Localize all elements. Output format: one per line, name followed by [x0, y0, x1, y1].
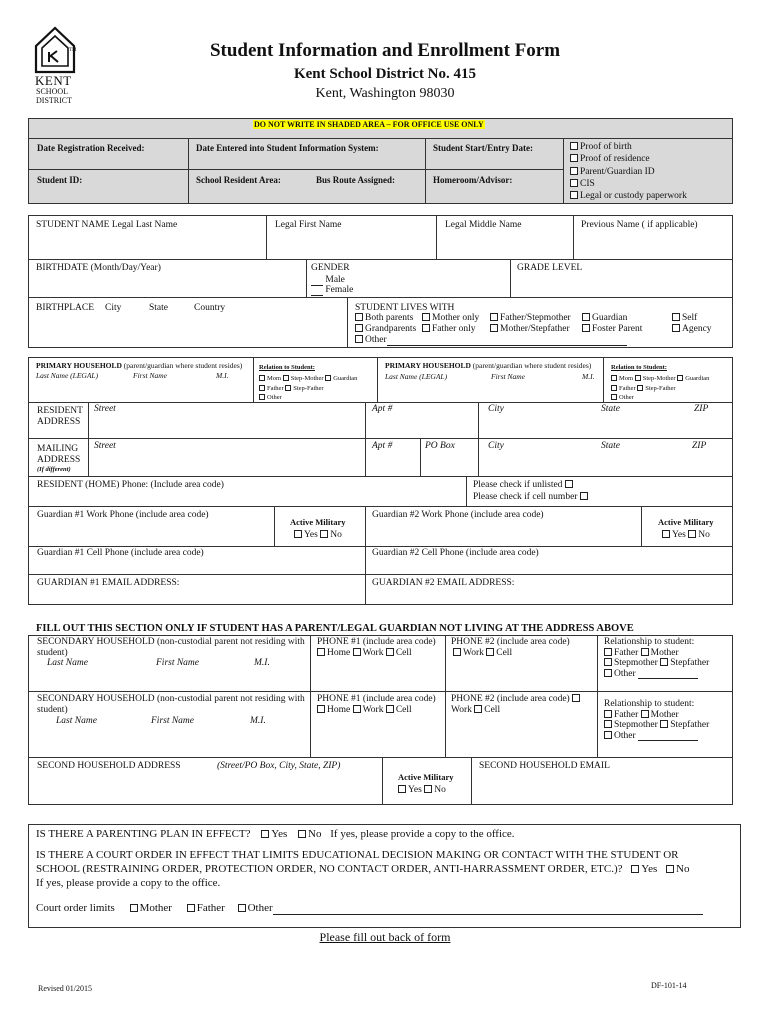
guardian-id-label: Parent/Guardian ID: [580, 166, 655, 177]
s2-rel-other[interactable]: Other: [604, 731, 709, 742]
primary-1-first-name-field[interactable]: First Name: [133, 371, 167, 380]
custody-paperwork-label: Legal or custody paperwork: [580, 191, 687, 202]
birthplace-label: BIRTHPLACE: [36, 303, 95, 313]
bus-route-label: Bus Route Assigned:: [316, 175, 396, 185]
s2-rel-stepmother[interactable]: Stepmother: [604, 720, 658, 730]
guardian-1-email-field[interactable]: GUARDIAN #1 EMAIL ADDRESS:: [37, 578, 180, 588]
secondary-2-title: SECONDARY HOUSEHOLD (non-custodial parent not residing with student): [37, 694, 305, 715]
g2-military-options: [662, 530, 710, 541]
cell-number-checkbox[interactable]: [580, 492, 588, 500]
gender-label: GENDER: [311, 263, 350, 273]
unlisted-option[interactable]: Please check if unlisted: [473, 480, 575, 491]
s2-rel-mother[interactable]: Mother: [641, 710, 679, 720]
grade-level-field[interactable]: GRADE LEVEL: [517, 263, 583, 273]
primary-2-last-name-field[interactable]: Last Name (LEGAL): [385, 372, 448, 381]
birthplace-city-field[interactable]: City: [105, 303, 122, 313]
relation-2-options: [611, 374, 709, 403]
form-title: Student Information and Enrollment Form: [209, 40, 561, 61]
parenting-yes[interactable]: Yes: [261, 828, 287, 840]
lives-guardian[interactable]: Guardian: [582, 313, 627, 324]
female-label: Female: [325, 285, 354, 295]
cis-checkbox[interactable]: [570, 179, 578, 187]
g1-military-no[interactable]: No: [320, 530, 342, 540]
court-yes[interactable]: Yes: [631, 863, 657, 875]
secondary-1-last-name-field[interactable]: Last Name: [47, 658, 88, 668]
guardian-2-work-phone-field[interactable]: Guardian #2 Work Phone (include area code): [372, 510, 544, 520]
student-first-name-field[interactable]: Legal First Name: [275, 220, 342, 230]
parenting-plan-question: IS THERE A PARENTING PLAN IN EFFECT? Yes No If yes, please provide a copy to the office.: [36, 828, 515, 840]
second-military-label: Active Military: [398, 772, 454, 782]
secondary-1-phone1-types: [317, 648, 412, 659]
resident-address-label: RESIDENT ADDRESS: [37, 406, 83, 427]
resident-state-field[interactable]: State: [601, 404, 620, 414]
primary-1-last-name-field[interactable]: Last Name (LEGAL): [36, 371, 99, 380]
limits-other[interactable]: Other: [238, 902, 273, 914]
s1-rel-mother[interactable]: Mother: [641, 648, 679, 658]
second-military-options: [398, 785, 446, 796]
start-date-label: Student Start/Entry Date:: [433, 143, 533, 153]
logo-district: DISTRICT: [36, 96, 72, 105]
g2-military-yes[interactable]: Yes: [662, 530, 686, 540]
cis-label: CIS: [580, 178, 595, 189]
s2p2-checkbox[interactable]: [572, 694, 580, 702]
secondary-1-phone1-label: PHONE #1 (include area code): [317, 637, 436, 647]
secondary-2-mi-field[interactable]: M.I.: [250, 716, 266, 726]
office-use-banner: DO NOT WRITE IN SHADED AREA – FOR OFFICE USE ONLY: [254, 120, 484, 129]
rel2-stepmother[interactable]: Step-Mother: [635, 375, 676, 382]
student-middle-name-field[interactable]: Legal Middle Name: [445, 220, 522, 230]
lives-foster-parent[interactable]: Foster Parent: [582, 324, 642, 335]
second-military-yes[interactable]: Yes: [398, 785, 422, 795]
homeroom-label: Homeroom/Advisor:: [433, 175, 513, 185]
mailing-city-field[interactable]: City: [488, 441, 504, 451]
primary-2-mi-field[interactable]: M.I.: [582, 372, 595, 381]
date-received-label: Date Registration Received:: [37, 143, 145, 153]
form-code: DF-101-14: [651, 981, 687, 990]
mailing-apt-field[interactable]: Apt #: [372, 441, 393, 451]
gender-female-option[interactable]: [311, 285, 353, 296]
secondary-heading: FILL OUT THIS SECTION ONLY IF STUDENT HAS A PARENT/LEGAL GUARDIAN NOT LIVING AT THE ADDRESS ABOVE: [36, 623, 634, 634]
limits-mother[interactable]: Mother: [130, 902, 172, 914]
mailing-street-field[interactable]: Street: [94, 441, 116, 451]
s1p1-work[interactable]: Work: [353, 648, 384, 658]
logo-school: SCHOOL: [36, 87, 69, 96]
second-household-email-field[interactable]: SECOND HOUSEHOLD EMAIL: [479, 761, 610, 771]
second-household-address-hint: (Street/PO Box, City, State, ZIP): [217, 761, 341, 771]
guardian-2-cell-phone-field[interactable]: Guardian #2 Cell Phone (include area code): [372, 548, 539, 558]
primary-household-title-1: PRIMARY HOUSEHOLD (parent/guardian where student resides): [36, 361, 243, 370]
secondary-2-phone1-label: PHONE #1 (include area code): [317, 694, 436, 704]
lives-both-parents[interactable]: Both parents: [355, 313, 413, 324]
male-label: Male: [325, 275, 345, 285]
g2-military-label: Active Military: [658, 517, 714, 527]
resident-street-field[interactable]: Street: [94, 404, 116, 414]
resident-zip-field[interactable]: ZIP: [694, 404, 709, 414]
student-id-label: Student ID:: [37, 175, 83, 185]
district-name: Kent School District No. 415: [293, 66, 477, 82]
custody-paperwork-checkbox[interactable]: [570, 191, 578, 199]
mailing-address-label: MAILING ADDRESS (If different): [37, 444, 81, 473]
secondary-2-phone2-label: PHONE #2 (include area code): [451, 694, 582, 705]
revised-date: Revised 01/2015: [38, 984, 92, 993]
s2-rel-stepfather[interactable]: Stepfather: [660, 720, 709, 730]
resident-apt-field[interactable]: Apt #: [372, 404, 393, 414]
rel2-guardian[interactable]: Guardian: [677, 375, 709, 382]
lives-with-label: STUDENT LIVES WITH: [355, 303, 455, 313]
rel1-father[interactable]: Father: [259, 385, 284, 392]
birthplace-state-field[interactable]: State: [149, 303, 168, 313]
parenting-no[interactable]: No: [298, 828, 321, 840]
rel1-other[interactable]: Other: [259, 394, 282, 401]
s2p1-cell[interactable]: Cell: [386, 705, 412, 715]
lives-agency[interactable]: Agency: [672, 324, 712, 335]
s1-rel-father[interactable]: Father: [604, 648, 638, 658]
court-no[interactable]: No: [666, 863, 689, 875]
cell-number-option[interactable]: Please check if cell number: [473, 492, 590, 503]
guardian-1-work-phone-field[interactable]: Guardian #1 Work Phone (include area code): [37, 510, 209, 520]
mailing-pobox-field[interactable]: PO Box: [425, 441, 455, 451]
rel2-stepfather[interactable]: Step-Father: [637, 385, 675, 392]
secondary-1-relationship: Relationship to student: Father Mother Stepmother Stepfather Other: [604, 637, 710, 679]
lives-father-stepmother[interactable]: Father/Stepmother: [490, 313, 571, 324]
guardian-2-email-field[interactable]: GUARDIAN #2 EMAIL ADDRESS:: [372, 578, 515, 588]
lives-self[interactable]: Self: [672, 313, 697, 324]
logo-name: KENT: [35, 73, 72, 88]
g1-military-yes[interactable]: Yes: [294, 530, 318, 540]
date-entered-label: Date Entered into Student Information System:: [196, 143, 379, 153]
court-order-question: IS THERE A COURT ORDER IN EFFECT THAT LIMITS EDUCATIONAL DECISION MAKING OR CONTACT WITH THE STUDENT OR SCHOOL (RESTRAINING ORDER, PROTECTION ORDER, NO CONTACT ORDER, ANTI-HARRASSMENT ORDER, ETC.)? Yes No If yes, please provide a copy to the office.: [36, 849, 690, 889]
s1-rel-other[interactable]: Other: [604, 669, 709, 680]
court-order-limits: Court order limits Mother Father Other: [36, 902, 703, 915]
rel1-stepfather[interactable]: Step-Father: [285, 385, 323, 392]
s1p2-cell[interactable]: Cell: [486, 648, 512, 658]
rel2-mom[interactable]: Mom: [611, 375, 633, 382]
g1-military-label: Active Military: [290, 517, 346, 527]
s1p2-work[interactable]: Work: [453, 648, 484, 658]
mailing-zip-field[interactable]: ZIP: [692, 441, 707, 451]
relation-2-label: Relation to Student:: [611, 364, 667, 371]
home-phone-field[interactable]: RESIDENT (HOME) Phone: (Include area code): [37, 480, 224, 490]
district-city: Kent, Washington 98030: [315, 86, 455, 101]
secondary-2-first-name-field[interactable]: First Name: [151, 716, 195, 726]
rel2-father[interactable]: Father: [611, 385, 636, 392]
s1-rel-stepfather[interactable]: Stepfather: [660, 658, 709, 668]
back-of-form-note: Please fill out back of form: [319, 930, 451, 944]
s1p1-home[interactable]: Home: [317, 648, 350, 658]
unlisted-checkbox[interactable]: [565, 480, 573, 488]
tm-mark: TM: [69, 48, 77, 53]
rel1-mom[interactable]: Mom: [259, 375, 281, 382]
rel1-guardian[interactable]: Guardian: [325, 375, 357, 382]
resident-area-label: School Resident Area:: [196, 175, 281, 185]
proof-residence-label: Proof of residence: [580, 154, 650, 165]
second-household-address-field[interactable]: SECOND HOUSEHOLD ADDRESS: [37, 761, 181, 771]
s2p2-work[interactable]: Work: [451, 705, 472, 715]
secondary-2-phone1-types: [317, 705, 412, 716]
lives-other[interactable]: Other: [355, 335, 627, 346]
s1-rel-stepmother[interactable]: Stepmother: [604, 658, 658, 668]
lives-grandparents[interactable]: Grandparents: [355, 324, 416, 335]
secondary-2-phone2-types: [451, 705, 500, 716]
birthdate-field[interactable]: BIRTHDATE (Month/Day/Year): [36, 263, 161, 273]
relation-1-label: Relation to Student:: [259, 364, 315, 371]
secondary-1-phone2-label: PHONE #2 (include area code): [451, 637, 570, 647]
rel2-other[interactable]: Other: [611, 394, 634, 401]
s2p1-home[interactable]: Home: [317, 705, 350, 715]
rel1-stepmother[interactable]: Step-Mother: [283, 375, 324, 382]
mailing-state-field[interactable]: State: [601, 441, 620, 451]
g2-military-no[interactable]: No: [688, 530, 710, 540]
secondary-1-first-name-field[interactable]: First Name: [156, 658, 200, 668]
s2p1-work[interactable]: Work: [353, 705, 384, 715]
primary-1-mi-field[interactable]: M.I.: [216, 371, 229, 380]
guardian-id-checkbox[interactable]: [570, 167, 578, 175]
secondary-2-relationship: Relationship to student: Father Mother Stepmother Stepfather Other: [604, 699, 710, 741]
limits-father[interactable]: Father: [187, 902, 225, 914]
s2-rel-father[interactable]: Father: [604, 710, 638, 720]
second-military-no[interactable]: No: [424, 785, 446, 795]
lives-father-only[interactable]: Father only: [422, 324, 476, 335]
lives-mother-stepfather[interactable]: Mother/Stepfather: [490, 324, 570, 335]
lives-mother-only[interactable]: Mother only: [422, 313, 479, 324]
relation-1-options: [259, 374, 357, 403]
secondary-1-mi-field[interactable]: M.I.: [254, 658, 270, 668]
proof-residence-checkbox[interactable]: [570, 154, 578, 162]
resident-city-field[interactable]: City: [488, 404, 504, 414]
s2p2-cell[interactable]: Cell: [474, 705, 500, 715]
birthplace-country-field[interactable]: Country: [194, 303, 226, 313]
secondary-2-last-name-field[interactable]: Last Name: [56, 716, 97, 726]
g1-military-options: [294, 530, 342, 541]
secondary-1-phone2-types: [453, 648, 512, 659]
primary-household-title-2: PRIMARY HOUSEHOLD (parent/guardian where student resides): [385, 361, 592, 370]
s1p1-cell[interactable]: Cell: [386, 648, 412, 658]
student-previous-name-field[interactable]: Previous Name ( if applicable): [581, 220, 698, 230]
guardian-1-cell-phone-field[interactable]: Guardian #1 Cell Phone (include area code): [37, 548, 204, 558]
secondary-1-title: SECONDARY HOUSEHOLD (non-custodial parent not residing with student): [37, 637, 305, 658]
proof-list: [570, 141, 687, 202]
student-last-name-field[interactable]: STUDENT NAME Legal Last Name: [36, 220, 178, 230]
proof-birth-checkbox[interactable]: [570, 142, 578, 150]
proof-birth-label: Proof of birth: [580, 142, 632, 152]
primary-2-first-name-field[interactable]: First Name: [491, 372, 525, 381]
